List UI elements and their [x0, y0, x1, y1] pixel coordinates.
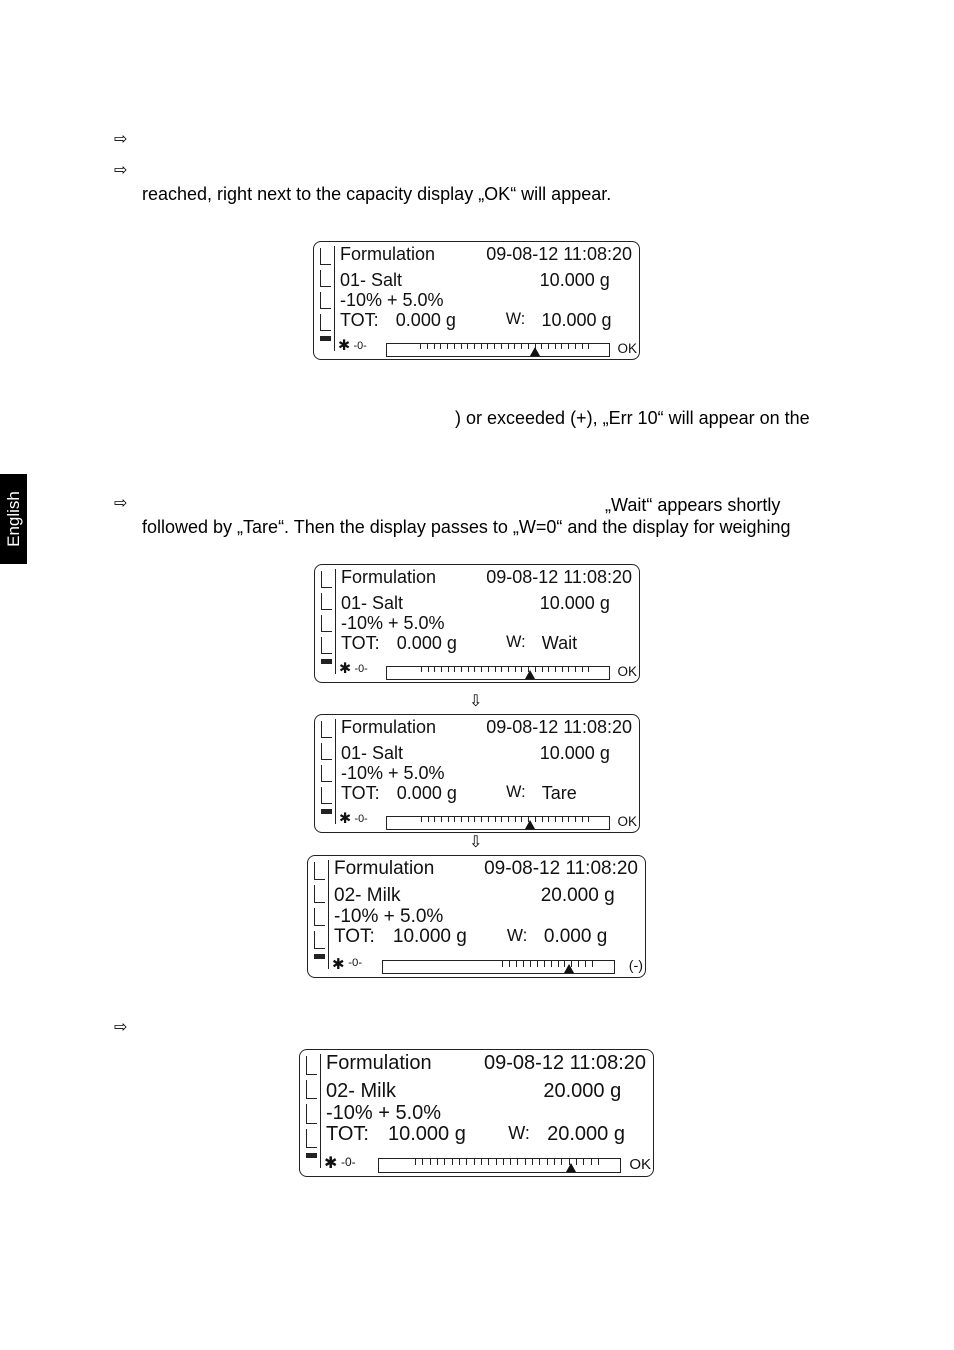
weight-label: W:	[505, 310, 526, 329]
bullet-3-continuation: followed by „Tare“. Then the display passes to „W=0“ and the display for weighing	[142, 517, 791, 537]
bar-tick	[474, 817, 475, 822]
bar-tick	[467, 344, 468, 349]
bar-tick	[576, 1159, 577, 1165]
target-weight: 10.000 g	[539, 743, 610, 764]
capacity-status: OK	[617, 664, 637, 680]
level-segment	[306, 1056, 317, 1075]
target-weight: 10.000 g	[539, 270, 610, 291]
weight-value: 20.000 g	[547, 1123, 625, 1146]
language-tab	[0, 474, 27, 564]
bullet-3-tail: „Wait“ appears shortly	[605, 495, 781, 515]
balance-display-tare	[314, 714, 640, 833]
bar-tick	[440, 344, 441, 349]
bar-tick	[474, 1159, 475, 1165]
bar-tick	[530, 961, 531, 967]
bar-tick	[488, 667, 489, 672]
component-name: 02- Milk	[326, 1079, 397, 1102]
bar-tick	[452, 1159, 453, 1165]
bar-tick	[488, 1159, 489, 1165]
bar-tick	[541, 344, 542, 349]
bar-tick	[517, 1159, 518, 1165]
level-segment	[320, 336, 331, 341]
level-segment	[320, 314, 331, 331]
bar-tick	[588, 817, 589, 822]
bar-tick	[427, 344, 428, 349]
bullet-arrow-icon: ⇨	[114, 162, 128, 179]
bar-tick	[441, 667, 442, 672]
level-segment	[314, 931, 325, 949]
total-label: TOT:	[341, 633, 380, 654]
component-name: 01- Salt	[341, 743, 404, 764]
level-segment	[314, 885, 325, 903]
bar-tick	[434, 667, 435, 672]
bar-tick	[437, 1159, 438, 1165]
capacity-status: OK	[629, 1156, 651, 1173]
bar-tick	[591, 1159, 592, 1165]
error-note-text: ) or exceeded (+), „Err 10“ will appear on the	[455, 408, 810, 428]
bar-pointer	[566, 1163, 576, 1172]
bar-tick	[481, 817, 482, 822]
bar-tick	[487, 344, 488, 349]
bar-tick	[521, 667, 522, 672]
bar-pointer	[525, 670, 535, 679]
level-segment	[306, 1153, 317, 1158]
bullet-arrow-icon: ⇨	[114, 131, 128, 148]
bar-tick	[521, 344, 522, 349]
level-segment	[321, 787, 332, 804]
weight-value: Tare	[541, 783, 577, 804]
level-segment	[306, 1129, 317, 1148]
stability-star-icon: ✱	[339, 811, 352, 828]
bar-tick	[448, 817, 449, 822]
level-segment	[321, 571, 332, 588]
tolerance-range: -10% + 5.0%	[326, 1101, 442, 1124]
bar-tick	[474, 344, 475, 349]
bar-tick	[454, 344, 455, 349]
bar-tick	[428, 667, 429, 672]
target-weight: 10.000 g	[539, 593, 610, 614]
bar-pointer	[564, 964, 574, 973]
bar-tick	[459, 1159, 460, 1165]
display-title: Formulation	[334, 858, 435, 879]
bar-tick	[501, 344, 502, 349]
bullet-2-continuation: reached, right next to the capacity display „OK“ will appear.	[142, 184, 612, 204]
target-weight: 20.000 g	[540, 884, 615, 906]
zero-indicator: -0-	[353, 340, 367, 353]
bar-tick	[588, 344, 589, 349]
bar-tick	[542, 667, 543, 672]
bar-tick	[474, 667, 475, 672]
display-title: Formulation	[326, 1052, 432, 1074]
bar-tick	[585, 961, 586, 967]
level-segment	[320, 248, 331, 265]
bar-tick	[583, 1159, 584, 1165]
total-label: TOT:	[334, 926, 375, 948]
bar-tick	[548, 667, 549, 672]
bar-tick	[509, 961, 510, 967]
weight-label: W:	[508, 1123, 530, 1144]
bar-pointer	[530, 347, 540, 356]
stability-star-icon: ✱	[332, 956, 345, 974]
zero-indicator: -0-	[341, 1155, 356, 1169]
bar-tick	[454, 667, 455, 672]
bar-tick	[532, 1159, 533, 1165]
bar-tick	[575, 667, 576, 672]
bar-tick	[548, 344, 549, 349]
bar-tick	[568, 344, 569, 349]
stability-star-icon: ✱	[324, 1155, 338, 1172]
bar-tick	[481, 667, 482, 672]
bar-tick	[501, 667, 502, 672]
level-segment	[320, 270, 331, 287]
bar-tick	[461, 817, 462, 822]
level-segment	[321, 743, 332, 760]
level-segment	[306, 1104, 317, 1123]
bar-tick	[461, 667, 462, 672]
balance-display-final	[299, 1049, 654, 1177]
tolerance-range: -10% + 5.0%	[340, 290, 444, 311]
bullet-arrow-icon: ⇨	[114, 1019, 128, 1036]
level-segment	[321, 809, 332, 814]
bar-tick	[468, 667, 469, 672]
bar-tick	[501, 817, 502, 822]
weight-value: Wait	[541, 633, 578, 654]
stability-star-icon: ✱	[339, 661, 352, 678]
bar-tick	[555, 344, 556, 349]
balance-display-ok	[313, 241, 640, 360]
total-value: 10.000 g	[388, 1123, 466, 1146]
bar-tick	[568, 667, 569, 672]
bar-tick	[515, 667, 516, 672]
display-datetime: 09-08-12 11:08:20	[486, 244, 632, 264]
weight-label: W:	[506, 783, 526, 802]
level-segment	[314, 862, 325, 880]
display-datetime: 09-08-12 11:08:20	[486, 567, 632, 587]
bar-tick	[496, 1159, 497, 1165]
capacity-status: OK	[617, 814, 637, 830]
bar-tick	[428, 817, 429, 822]
bar-tick	[521, 817, 522, 822]
bar-tick	[542, 817, 543, 822]
bar-tick	[575, 817, 576, 822]
display-datetime: 09-08-12 11:08:20	[486, 717, 632, 737]
bar-tick	[558, 961, 559, 967]
bar-tick	[503, 1159, 504, 1165]
tolerance-range: -10% + 5.0%	[341, 613, 445, 634]
zero-indicator: -0-	[348, 957, 363, 970]
total-label: TOT:	[340, 310, 379, 331]
component-name: 01- Salt	[340, 270, 403, 291]
bar-tick	[588, 667, 589, 672]
bar-tick	[582, 667, 583, 672]
zero-indicator: -0-	[354, 663, 368, 676]
display-title: Formulation	[341, 717, 437, 737]
bar-tick	[548, 817, 549, 822]
bar-tick	[481, 1159, 482, 1165]
bar-tick	[562, 817, 563, 822]
bar-tick	[422, 1159, 423, 1165]
level-segment	[314, 954, 325, 959]
display-datetime: 09-08-12 11:08:20	[484, 858, 638, 879]
target-weight: 20.000 g	[543, 1079, 622, 1102]
bar-tick	[598, 1159, 599, 1165]
level-segment	[321, 637, 332, 654]
capacity-status: (-)	[628, 958, 643, 975]
bar-tick	[434, 817, 435, 822]
tolerance-range: -10% + 5.0%	[334, 905, 444, 927]
bar-tick	[421, 817, 422, 822]
bar-tick	[502, 961, 503, 967]
bar-tick	[551, 961, 552, 967]
bar-tick	[555, 667, 556, 672]
total-value: 10.000 g	[392, 926, 467, 948]
total-value: 0.000 g	[395, 310, 456, 331]
bar-tick	[495, 817, 496, 822]
bar-tick	[508, 667, 509, 672]
bar-tick	[523, 961, 524, 967]
level-segment	[321, 615, 332, 632]
display-datetime: 09-08-12 11:08:20	[484, 1052, 646, 1074]
weight-label: W:	[506, 633, 526, 652]
display-title: Formulation	[340, 244, 436, 264]
bar-tick	[494, 344, 495, 349]
weight-value: 10.000 g	[541, 310, 612, 331]
bullet-arrow-icon: ⇨	[114, 495, 128, 512]
bar-tick	[578, 961, 579, 967]
component-name: 01- Salt	[341, 593, 404, 614]
bar-tick	[562, 667, 563, 672]
level-segment	[321, 765, 332, 782]
bar-tick	[421, 667, 422, 672]
bar-tick	[508, 817, 509, 822]
bar-tick	[441, 817, 442, 822]
balance-display-wait	[314, 564, 640, 683]
component-name: 02- Milk	[334, 884, 401, 906]
stability-star-icon: ✱	[338, 338, 351, 355]
bar-tick	[508, 344, 509, 349]
level-segment	[321, 593, 332, 610]
bar-tick	[575, 344, 576, 349]
level-segment	[320, 292, 331, 309]
bar-tick	[444, 1159, 445, 1165]
capacity-bar	[382, 960, 615, 974]
bar-tick	[447, 344, 448, 349]
bar-tick	[481, 344, 482, 349]
bar-tick	[454, 817, 455, 822]
bar-tick	[415, 1159, 416, 1165]
bar-tick	[495, 667, 496, 672]
capacity-bar	[386, 816, 610, 830]
total-label: TOT:	[341, 783, 380, 804]
bar-tick	[516, 961, 517, 967]
capacity-bar	[386, 343, 610, 357]
language-tab-label: English	[3, 491, 23, 547]
total-value: 0.000 g	[396, 633, 457, 654]
bar-tick	[448, 667, 449, 672]
bar-tick	[434, 344, 435, 349]
bar-tick	[515, 817, 516, 822]
zero-indicator: -0-	[354, 813, 368, 826]
bar-tick	[488, 817, 489, 822]
balance-display-under	[307, 855, 646, 978]
weight-value: 0.000 g	[543, 926, 608, 948]
level-segment	[321, 721, 332, 738]
bar-tick	[539, 1159, 540, 1165]
capacity-bar	[386, 666, 610, 680]
bar-tick	[468, 817, 469, 822]
bar-tick	[555, 817, 556, 822]
bar-tick	[525, 1159, 526, 1165]
bar-tick	[592, 961, 593, 967]
bar-tick	[568, 817, 569, 822]
display-title: Formulation	[341, 567, 437, 587]
flow-down-arrow-icon: ⇩	[469, 693, 483, 710]
bar-tick	[561, 1159, 562, 1165]
bar-tick	[554, 1159, 555, 1165]
capacity-status: OK	[617, 341, 637, 357]
bar-tick	[420, 344, 421, 349]
level-segment	[321, 659, 332, 664]
weight-label: W:	[506, 926, 528, 946]
bar-tick	[582, 817, 583, 822]
level-segment	[306, 1080, 317, 1099]
bar-tick	[582, 344, 583, 349]
flow-down-arrow-icon: ⇩	[469, 834, 483, 851]
total-label: TOT:	[326, 1123, 369, 1146]
bar-pointer	[525, 820, 535, 829]
total-value: 0.000 g	[396, 783, 457, 804]
bar-tick	[537, 961, 538, 967]
bar-tick	[430, 1159, 431, 1165]
bar-tick	[514, 344, 515, 349]
bar-tick	[544, 961, 545, 967]
bar-tick	[510, 1159, 511, 1165]
level-segment	[314, 908, 325, 926]
bar-tick	[561, 344, 562, 349]
bar-tick	[466, 1159, 467, 1165]
bar-tick	[461, 344, 462, 349]
tolerance-range: -10% + 5.0%	[341, 763, 445, 784]
bar-tick	[547, 1159, 548, 1165]
capacity-bar	[378, 1158, 622, 1173]
